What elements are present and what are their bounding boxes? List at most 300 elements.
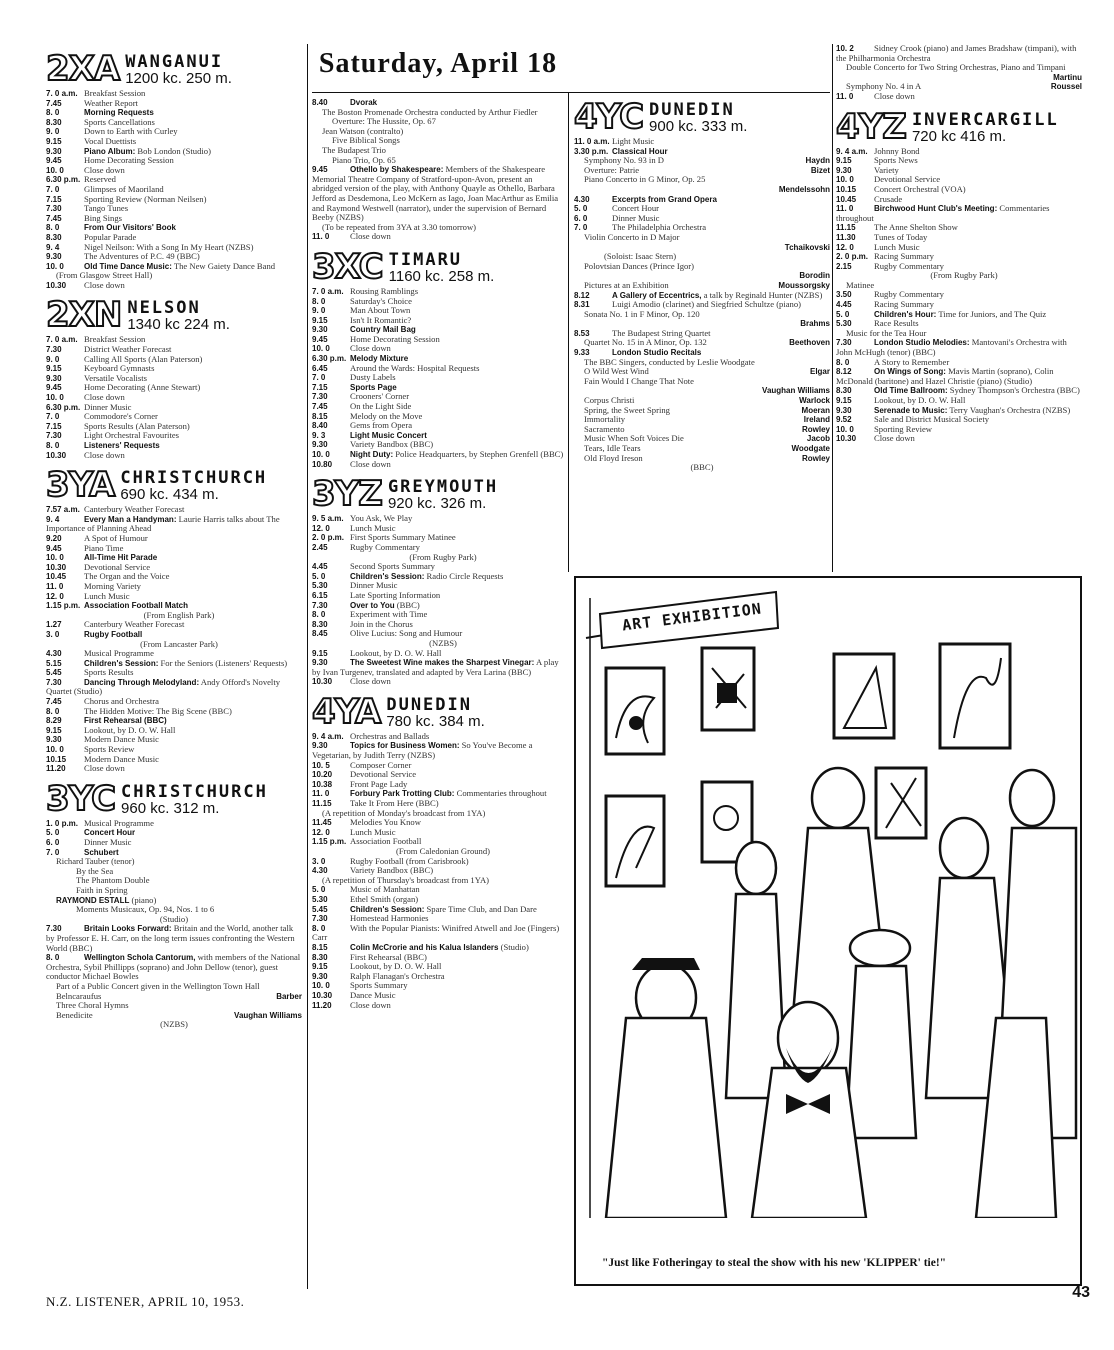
program: Concert Orchestral (VOA): [874, 183, 966, 194]
program: Tango Tunes: [84, 203, 129, 214]
time: 3. 0: [46, 629, 60, 639]
work-title: Spring, the Sweet Spring: [584, 404, 670, 415]
time: 7. 0: [574, 223, 588, 233]
time: 11.15: [836, 223, 856, 233]
composer: Haydn: [805, 156, 830, 166]
program: Melody on the Move: [350, 410, 423, 421]
time: 5.45: [46, 668, 62, 678]
work-title: Old Floyd Ireson: [584, 452, 643, 463]
program: Devotional Service: [350, 769, 417, 780]
program-detail: with members of the National Orchestra, Sybil Phillipps (soprano) and John Dellow (tenor), guest conductor Michael Bowles: [46, 952, 301, 982]
time: 8. 0: [312, 923, 326, 933]
program: Modern Dance Music: [84, 734, 159, 745]
station-frequency: 900 kc. 333 m.: [649, 118, 748, 135]
station-frequency: 780 kc. 384 m.: [386, 712, 485, 730]
program: Front Page Lady: [350, 778, 408, 789]
time: 11.15: [312, 799, 332, 809]
time: 1.15 p.m.: [46, 601, 81, 611]
program: Dancing Through Melodyland:: [84, 677, 200, 687]
program: The Anne Shelton Show: [874, 222, 958, 233]
program: Canterbury Weather Forecast: [84, 619, 185, 630]
program: Home Decorating (Anne Stewart): [84, 382, 201, 393]
work-title: Tears, Idle Tears: [584, 443, 641, 453]
program: Piano Time: [84, 542, 124, 553]
station-frequency: 1340 kc 224 m.: [127, 316, 230, 334]
composer: Borodin: [799, 271, 830, 281]
time: 10.30: [46, 280, 67, 290]
work-title: Double Concerto for Two String Orchestras, Piano and Timpani: [846, 62, 1066, 73]
station-header-3yc: [46, 778, 302, 819]
program-detail: For the Seniors (Listeners' Requests): [160, 657, 288, 668]
work-title: Overture: Patrie: [584, 164, 640, 175]
program: Take It From Here (BBC): [350, 798, 439, 809]
time: 8. 0: [312, 296, 326, 306]
time: 10. 0: [312, 450, 330, 459]
program-note: (From English Park): [143, 609, 215, 620]
work-title: Fain Would I Change That Note: [584, 375, 694, 386]
station-header-4ya: [312, 691, 564, 732]
station-frequency: 920 kc. 326 m.: [387, 495, 487, 513]
program: The Adventures of P.C. 49 (BBC): [84, 251, 200, 262]
composer: Barber: [276, 991, 302, 1001]
composer: Bizet: [810, 165, 830, 175]
time: 8.30: [312, 619, 328, 629]
program: Children's Hour:: [874, 309, 937, 319]
program: Close down: [84, 279, 125, 290]
composer: Moeran: [801, 405, 830, 415]
time: 7.15: [46, 194, 62, 204]
time: 9.45: [46, 543, 62, 553]
time: 8.30: [46, 232, 62, 242]
time: 9.15: [312, 962, 328, 972]
publication-footer: N.Z. LISTENER, APRIL 10, 1953.: [46, 1294, 245, 1309]
time: 7. 0 a.m.: [46, 335, 78, 345]
time: 7.30: [312, 600, 328, 610]
program: Sports Cancellations: [84, 116, 155, 127]
program: Schubert: [84, 847, 119, 857]
program: Old Time Ballroom:: [874, 386, 948, 396]
time: 10. 0: [836, 424, 854, 434]
program: Sporting Review: [874, 423, 933, 434]
time: 9. 3: [312, 430, 326, 440]
station-logo: 3YZ: [312, 474, 382, 515]
time: 7.45: [46, 98, 62, 108]
program: Lunch Music: [84, 590, 130, 601]
time: 8. 0: [836, 357, 850, 367]
program: Dinner Music: [612, 212, 660, 223]
time: 8.30: [46, 117, 62, 127]
program: Late Sporting Information: [350, 589, 441, 600]
program: Sports Review: [84, 744, 135, 755]
time: 3.50: [836, 290, 852, 300]
program-line: Matinee: [846, 279, 875, 290]
program: Variety Bandbox (BBC): [350, 439, 434, 450]
time: 7. 0: [312, 373, 326, 383]
time: 10.30: [46, 450, 67, 460]
time: 8. 0: [46, 706, 60, 716]
station-logo: 2XA: [46, 49, 120, 89]
program: Sports Summary: [350, 980, 408, 991]
program: A Spot of Humour: [84, 532, 148, 543]
program: Morning Requests: [84, 108, 154, 118]
program: Racing Summary: [874, 299, 934, 310]
program: Close down: [874, 433, 915, 444]
program: Breakfast Session: [84, 88, 146, 98]
composer: Jacob: [806, 434, 830, 444]
program: Country Mail Bag: [350, 325, 416, 335]
program: Musical Programme: [84, 648, 154, 659]
program: A Gallery of Eccentrics,: [612, 290, 702, 300]
program: Light Orchestral Favourites: [84, 430, 179, 441]
program-detail: Bob London (Studio): [137, 145, 211, 156]
time: 9. 4 a.m.: [312, 731, 344, 741]
program-line: RAYMOND ESTALL: [56, 895, 130, 905]
program: With the Popular Pianists: Winifred Atwell and Joe (Fingers) Carr: [312, 922, 560, 943]
work-title: Sonata No. 1 in F Minor, Op. 120: [584, 308, 700, 319]
program: Rugby Commentary: [874, 260, 944, 271]
program-line: By the Sea: [76, 865, 114, 876]
program: Chorus and Orchestra: [84, 696, 159, 707]
column-rule: [568, 92, 569, 572]
program-detail: The New Gaiety Dance Band: [173, 260, 276, 271]
program: Every Man a Handyman:: [84, 514, 177, 524]
time: 1.27: [46, 620, 62, 630]
work-title: Music When Soft Voices Die: [584, 433, 684, 444]
program-line: Richard Tauber (tenor): [56, 856, 135, 867]
program-line: Moments Musicaux, Op. 94, Nos. 1 to 6: [76, 904, 215, 915]
program: Around the Wards: Hospital Requests: [350, 362, 480, 373]
time: 5. 0: [312, 885, 326, 895]
program-detail: Police Headquarters, by Stephen Grenfell (BBC): [395, 449, 564, 459]
composer: Ireland: [803, 415, 830, 425]
program: Home Decorating Session: [350, 333, 440, 344]
program: Sidney Crook (piano) and James Bradshaw (timpani), with the Philharmonia Orchestra: [836, 43, 1077, 63]
time: 3. 0: [312, 856, 326, 866]
program-detail: Commentaries throughout: [836, 203, 1050, 223]
time: 1. 0 p.m.: [46, 818, 79, 828]
time: 5.15: [46, 658, 62, 668]
composer: Beethoven: [789, 338, 830, 348]
composer: Mendelssohn: [778, 184, 830, 194]
work-title: Corpus Christi: [584, 395, 635, 406]
composer: Elgar: [809, 367, 830, 377]
station-frequency: 690 kc. 434 m.: [120, 486, 219, 504]
time: 7.15: [312, 382, 328, 392]
time: 9.30: [312, 741, 328, 751]
program-detail: Radio Circle Requests: [426, 570, 504, 581]
program: The Budapest String Quartet: [612, 327, 711, 338]
time: 9.52: [836, 415, 852, 425]
program: Rugby Commentary: [874, 289, 944, 300]
schedule-continued: [312, 98, 564, 242]
station-name: GREYMOUTH: [387, 477, 499, 498]
program: Dusty Labels: [350, 372, 396, 383]
program-detail: Andy Offord's Novelty Quartet (Studio): [46, 676, 280, 697]
time: 9.30: [312, 971, 328, 981]
time: 10. 0: [312, 981, 330, 991]
time: 10.38: [312, 779, 333, 789]
program: Keyboard Gymnasts: [84, 363, 155, 374]
time: 8. 0: [46, 108, 60, 118]
program-detail: Commentaries throughout: [456, 788, 547, 799]
program: Vocal Duettists: [84, 135, 137, 146]
time: 6.45: [312, 363, 328, 373]
program: Dance Music: [350, 989, 396, 1000]
program: Weather Report: [84, 97, 138, 108]
program: Close down: [350, 231, 391, 242]
time: 10. 0: [46, 553, 64, 563]
program: Othello by Shakespeare:: [350, 165, 444, 175]
time: 9.15: [312, 648, 328, 658]
station-logo: 3YA: [46, 465, 115, 506]
time: 10.30: [836, 434, 857, 444]
time: 9.30: [836, 405, 852, 415]
program: Birchwood Hunt Club's Meeting:: [874, 204, 998, 214]
time: 5. 0: [574, 204, 588, 214]
time: 12. 0: [312, 523, 330, 533]
program: Dinner Music: [84, 401, 132, 412]
station-name: INVERCARGILL: [911, 109, 1059, 130]
station-header-3xc: [312, 246, 564, 287]
program: Nigel Neilson: With a Song In My Heart (NZBS): [84, 241, 254, 252]
program: A Story to Remember: [874, 356, 950, 367]
program: Forbury Park Trotting Club:: [350, 789, 455, 799]
schedule-4yc: [574, 137, 830, 473]
program: Composer Corner: [350, 759, 412, 770]
composer: Moussorgsky: [778, 280, 830, 290]
program: Variety: [874, 164, 899, 175]
program: London Studio Melodies:: [874, 338, 970, 348]
composer: Martinu: [1053, 72, 1082, 82]
program: Crooners' Corner: [350, 391, 410, 402]
exhibition-sign-text: ART EXHIBITION: [621, 599, 763, 635]
cartoon-caption: "Just like Fotheringay to steal the show with his new 'KLIPPER' tie!": [602, 1257, 947, 1269]
program-detail: Terry Vaughan's Orchestra (NZBS): [949, 404, 1071, 415]
time: 10. 0: [46, 745, 64, 755]
time: 11. 0: [836, 91, 854, 101]
time: 9. 4 a.m.: [836, 146, 868, 156]
station-name: CHRISTCHURCH: [120, 468, 268, 489]
column-4: [836, 44, 1082, 444]
time: 9.45: [312, 334, 328, 344]
schedule-4ya: [312, 732, 564, 1010]
program: Rousing Ramblings: [350, 285, 419, 296]
time: 9.30: [312, 658, 328, 668]
time: 7.30: [836, 338, 852, 348]
program: Sports Results: [84, 667, 134, 678]
program-line: Overture: The Hussite, Op. 67: [332, 116, 436, 127]
program: Devotional Service: [84, 561, 151, 572]
time: 7.30: [46, 345, 62, 355]
program: Close down: [350, 458, 391, 469]
time: 12. 0: [312, 827, 330, 837]
program: Close down: [874, 90, 915, 101]
time: 10. 0: [46, 393, 64, 403]
program: Olive Lucius: Song and Humour: [350, 628, 463, 639]
time: 10. 2: [836, 44, 854, 53]
program: Dinner Music: [84, 837, 132, 847]
time: 10.20: [312, 770, 333, 780]
time: 9.33: [574, 348, 590, 358]
program-detail: Mantovani's Orchestra with John McHugh (tenor) (BBC): [836, 337, 1067, 358]
program: Piano Album:: [84, 146, 136, 156]
time: 8. 0: [312, 610, 326, 620]
program: Lunch Music: [350, 522, 396, 533]
program: Lookout, by D. O. W. Hall: [874, 395, 966, 405]
program: Glimpses of Maoriland: [84, 183, 164, 194]
station-logo: 3XC: [312, 246, 383, 287]
program: Breakfast Session: [84, 334, 146, 345]
time: 7. 0 a.m.: [312, 286, 344, 296]
program: Orchestras and Ballads: [350, 730, 430, 741]
time: 10.45: [836, 194, 857, 204]
program: The Organ and the Voice: [84, 571, 170, 582]
program-detail: Sydney Thompson's Orchestra (BBC): [949, 385, 1080, 396]
program: Join in the Chorus: [350, 618, 413, 629]
program: Experiment with Time: [350, 609, 428, 620]
schedule-2xa: [46, 89, 302, 290]
program: Modern Dance Music: [84, 753, 159, 764]
time: 11. 0: [312, 232, 330, 242]
time: 9. 5 a.m.: [312, 514, 344, 524]
program: Melody Mixture: [350, 354, 409, 364]
work-title: Sacramento: [584, 423, 625, 434]
work-title: Violin Concerto in D Major: [584, 231, 680, 242]
program: Rugby Football (from Carisbrook): [350, 855, 469, 866]
composer: Warlock: [799, 396, 830, 406]
time: 10.15: [836, 184, 857, 194]
time: 4.30: [312, 866, 328, 876]
time: 7. 0: [46, 412, 60, 422]
station-name: WANGANUI: [125, 52, 224, 72]
program: Race Results: [874, 318, 919, 329]
program: Close down: [84, 392, 125, 403]
program: On the Light Side: [350, 401, 412, 412]
time: 6. 0: [574, 213, 588, 223]
station-frequency: 720 kc 416 m.: [911, 127, 1007, 145]
composer: Rowley: [801, 453, 830, 463]
time: 5.30: [836, 319, 852, 329]
time: 9.45: [46, 156, 62, 166]
program: From Our Visitors' Book: [84, 223, 176, 233]
composer: Vaughan Williams: [762, 386, 830, 396]
program: Sale and District Musical Society: [874, 414, 990, 425]
work-title: Symphony No. 93 in D: [584, 155, 664, 166]
program: Calling All Sports (Alan Paterson): [84, 353, 203, 364]
time: 8.40: [312, 98, 328, 107]
time: 9.30: [836, 165, 852, 175]
time: 9.15: [836, 156, 852, 166]
time: 8. 0: [46, 441, 60, 450]
program: Second Sports Summary: [350, 561, 435, 572]
time: 8.12: [574, 290, 590, 300]
time: 9. 0: [46, 127, 60, 137]
program: Canterbury Weather Forecast: [84, 504, 185, 515]
station-frequency: 960 kc. 312 m.: [121, 799, 220, 817]
time: 9.15: [46, 725, 62, 735]
program: Children's Session:: [350, 571, 425, 581]
program-line: The Budapest Trio: [322, 144, 386, 155]
program: Sports News: [874, 155, 918, 166]
page-number: 43: [1072, 1284, 1090, 1301]
station-logo: 3YC: [46, 778, 116, 819]
program-detail: (Studio): [500, 941, 529, 952]
program: Classical Hour: [612, 146, 668, 156]
time: 5.30: [312, 894, 328, 904]
program: First Rehearsal (BBC): [350, 951, 427, 962]
time: 11. 0: [836, 204, 854, 214]
time: 9.30: [46, 252, 62, 262]
program: Close down: [84, 763, 125, 774]
program-detail: Laurie Harris talks about The Importance of Planning Ahead: [46, 513, 280, 534]
program: First Rehearsal (BBC): [84, 716, 167, 726]
program: Homestead Harmonies: [350, 913, 429, 924]
program: Ethel Smith (organ): [350, 893, 419, 904]
program-detail: Members of the Shakespeare Memorial Theatre Company of Stratford-upon-Avon, present an abridged version of the play, with Anthony Quayle as Othello, Barbara Jefford as Desdemona, Leo McKern as Iago, Joan MacArthur as Emilia and Raymond Westwell (narrator), under the supervision of Bernard Beeby (NZBS): [312, 164, 559, 223]
time: 9. 0: [312, 306, 326, 316]
crowd-figures: [606, 768, 1076, 1218]
time: 6.15: [312, 590, 328, 600]
program: Sports Results (Alan Paterson): [84, 420, 190, 431]
program-line: The Boston Promenade Orchestra conducted by Arthur Fiedler: [322, 106, 538, 117]
program-line: (piano): [131, 894, 157, 905]
time: 10. 5: [312, 760, 330, 770]
composer: Rowley: [801, 424, 830, 434]
schedule-3yz: [312, 514, 564, 687]
time: 7. 0 a.m.: [46, 89, 78, 98]
program: Saturday's Choice: [350, 295, 412, 306]
time: 2. 0 p.m.: [312, 533, 345, 543]
program: Serenade to Music:: [874, 405, 948, 415]
program: Britain Looks Forward:: [84, 924, 172, 934]
time: 11. 0: [46, 581, 64, 591]
time: 9.30: [312, 440, 328, 450]
time: 1.15 p.m.: [312, 837, 347, 847]
time: 6. 0: [46, 838, 60, 847]
time: 7.30: [46, 677, 62, 687]
program: Association Football: [350, 836, 422, 847]
program-line: The Phantom Double: [76, 875, 150, 886]
program: Ralph Flanagan's Orchestra: [350, 970, 445, 981]
time: 2.15: [836, 261, 852, 271]
program: Association Football Match: [84, 601, 189, 611]
time: 7.45: [312, 402, 328, 412]
work-title: O Wild West Wind: [584, 366, 649, 377]
time: 5. 0: [46, 828, 60, 838]
time: 6.30 p.m.: [46, 175, 81, 185]
program: Musical Programme: [84, 817, 154, 828]
program: Commodore's Corner: [84, 411, 158, 422]
program-line: The BBC Singers, conducted by Leslie Woodgate: [584, 356, 755, 367]
station-frequency: 1160 kc. 258 m.: [388, 267, 495, 285]
time: 8.12: [836, 367, 852, 377]
program: Light Music Concert: [350, 430, 427, 440]
program-detail: A play by Ivan Turgenev, translated and adapted by Vera Larina (BBC): [312, 657, 559, 677]
time: 9.15: [312, 315, 328, 325]
program-note: (From Rugby Park): [409, 551, 477, 562]
column-rule: [832, 44, 833, 572]
time: 9.30: [312, 325, 328, 335]
program: Close down: [84, 164, 125, 175]
program: Concert Hour: [612, 203, 660, 214]
program-detail: a talk by Reginald Hunter (NZBS): [703, 289, 823, 300]
time: 12. 0: [46, 591, 64, 601]
program-line: Five Biblical Songs: [332, 135, 400, 146]
program: The Hidden Motive: The Big Scene (BBC): [84, 705, 232, 716]
program: Dvorak: [350, 98, 378, 107]
program: Reserved: [84, 174, 116, 185]
column-1: [46, 44, 302, 1030]
